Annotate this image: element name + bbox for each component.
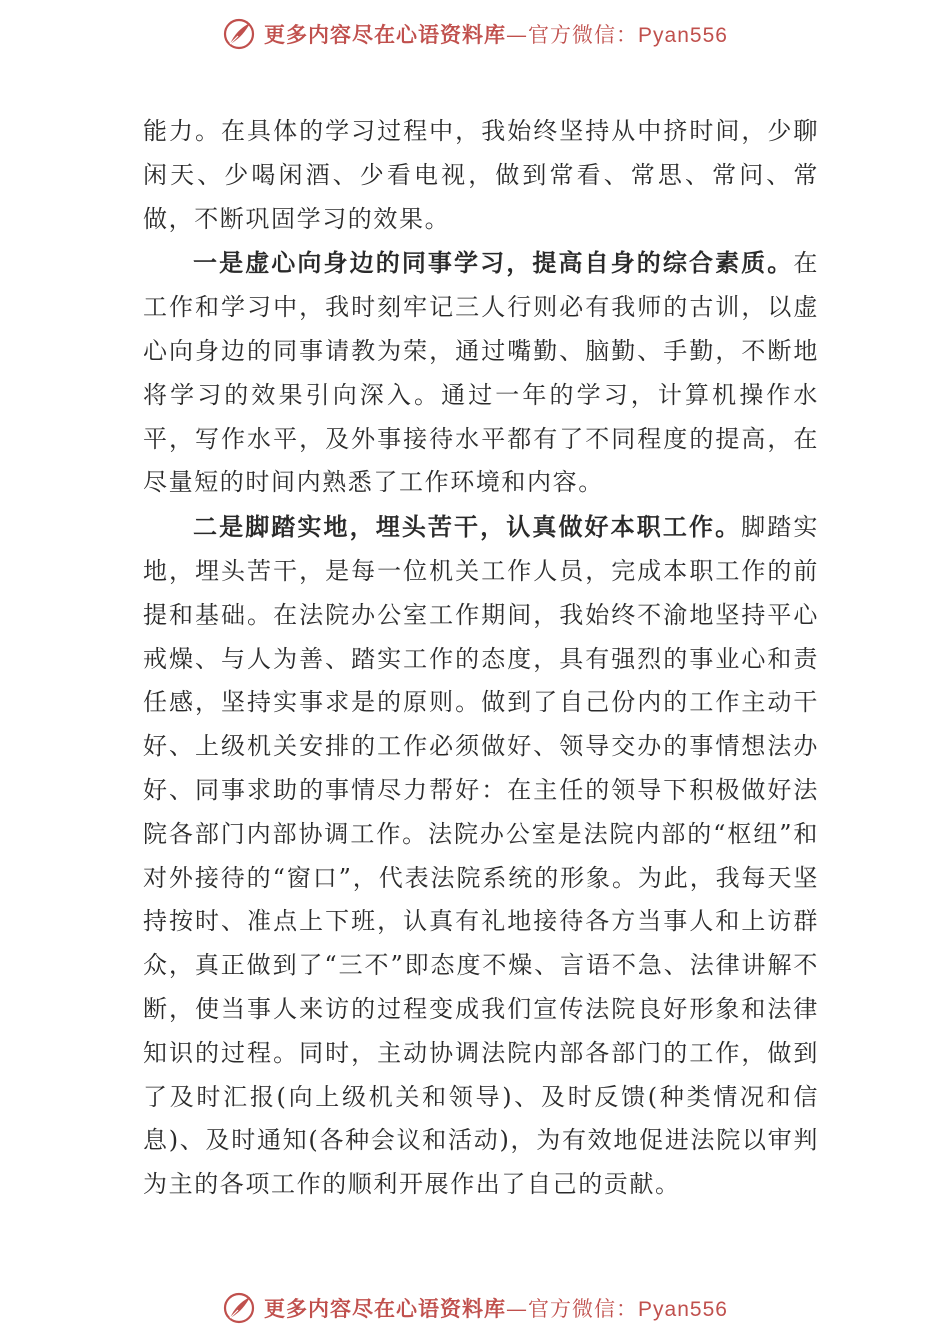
watermark-wechat-id: Pyan556 — [638, 24, 728, 47]
paragraph-2 — [143, 241, 819, 505]
document-body — [143, 110, 819, 1207]
watermark-dash: — — [506, 23, 529, 47]
paragraph-2-text: 在工作和学习中，我时刻牢记三人行则必有我师的古训，以虚心向身边的同事请教为荣，通过嘴勤、脑勤、手勤，不断地将学习的效果引向深入。通过一年的学习，计算机操作水平，写作水平，及外事接待水平都有了不同程度的提高，在尽量短的时间内熟悉了工作环境和内容。 — [143, 249, 819, 497]
header-watermark — [0, 14, 950, 54]
paragraph-3-text: 脚踏实地，埋头苦干，是每一位机关工作人员，完成本职工作的前提和基础。在法院办公室工作期间，我始终不渝地坚持平心戒燥、与人为善、踏实工作的态度，具有强烈的事业心和责任感，坚持实事求是的原则。做到了自己份内的工作主动干好、上级机关安排的工作必须做好、领导交办的事情想法办好、同事求助的事情尽力帮好：在主任的领导下积极做好法院各部门内部协调工作。法院办公室是法院内部的“枢纽”和对外接待的“窗口”，代表法院系统的形象。为此，我每天坚持按时、准点上下班，认真有礼地接待各方当事人和上访群众，真正做到了“三不”即态度不燥、言语不急、法律讲解不断，使当事人来访的过程变成我们宣传法院良好形象和法律知识的过程。同时，主动协调法院内部各部门的工作，做到了及时汇报(向上级机关和领导)、及时反馈(种类情况和信息)、及时通知(各种会议和活动)，为有效地促进法院以审判为主的各项工作的顺利开展作出了自己的贡献。 — [143, 513, 819, 1199]
watermark-tail: 官方微信： — [528, 1297, 639, 1321]
watermark-brand: 更多内容尽在心语资料库 — [264, 22, 507, 47]
watermark-brand: 更多内容尽在心语资料库 — [264, 1296, 507, 1321]
footer-watermark — [0, 1288, 950, 1328]
paragraph-3 — [143, 505, 819, 1207]
watermark-wechat-id: Pyan556 — [638, 1298, 728, 1321]
watermark-tail: 官方微信： — [528, 23, 639, 47]
quill-pen-logo-icon — [222, 17, 256, 51]
paragraph-2-heading: 一是虚心向身边的同事学习，提高自身的综合素质。 — [193, 248, 794, 278]
paragraph-1: 能力。在具体的学习过程中，我始终坚持从中挤时间，少聊闲天、少喝闲酒、少看电视，做到常看、常思、常问、常做，不断巩固学习的效果。 — [143, 117, 819, 233]
watermark-text — [264, 19, 728, 49]
watermark-dash: — — [506, 1297, 529, 1321]
watermark-text — [264, 1293, 728, 1323]
quill-pen-logo-icon — [222, 1291, 256, 1325]
paragraph-3-heading: 二是脚踏实地，埋头苦干，认真做好本职工作。 — [193, 512, 742, 542]
